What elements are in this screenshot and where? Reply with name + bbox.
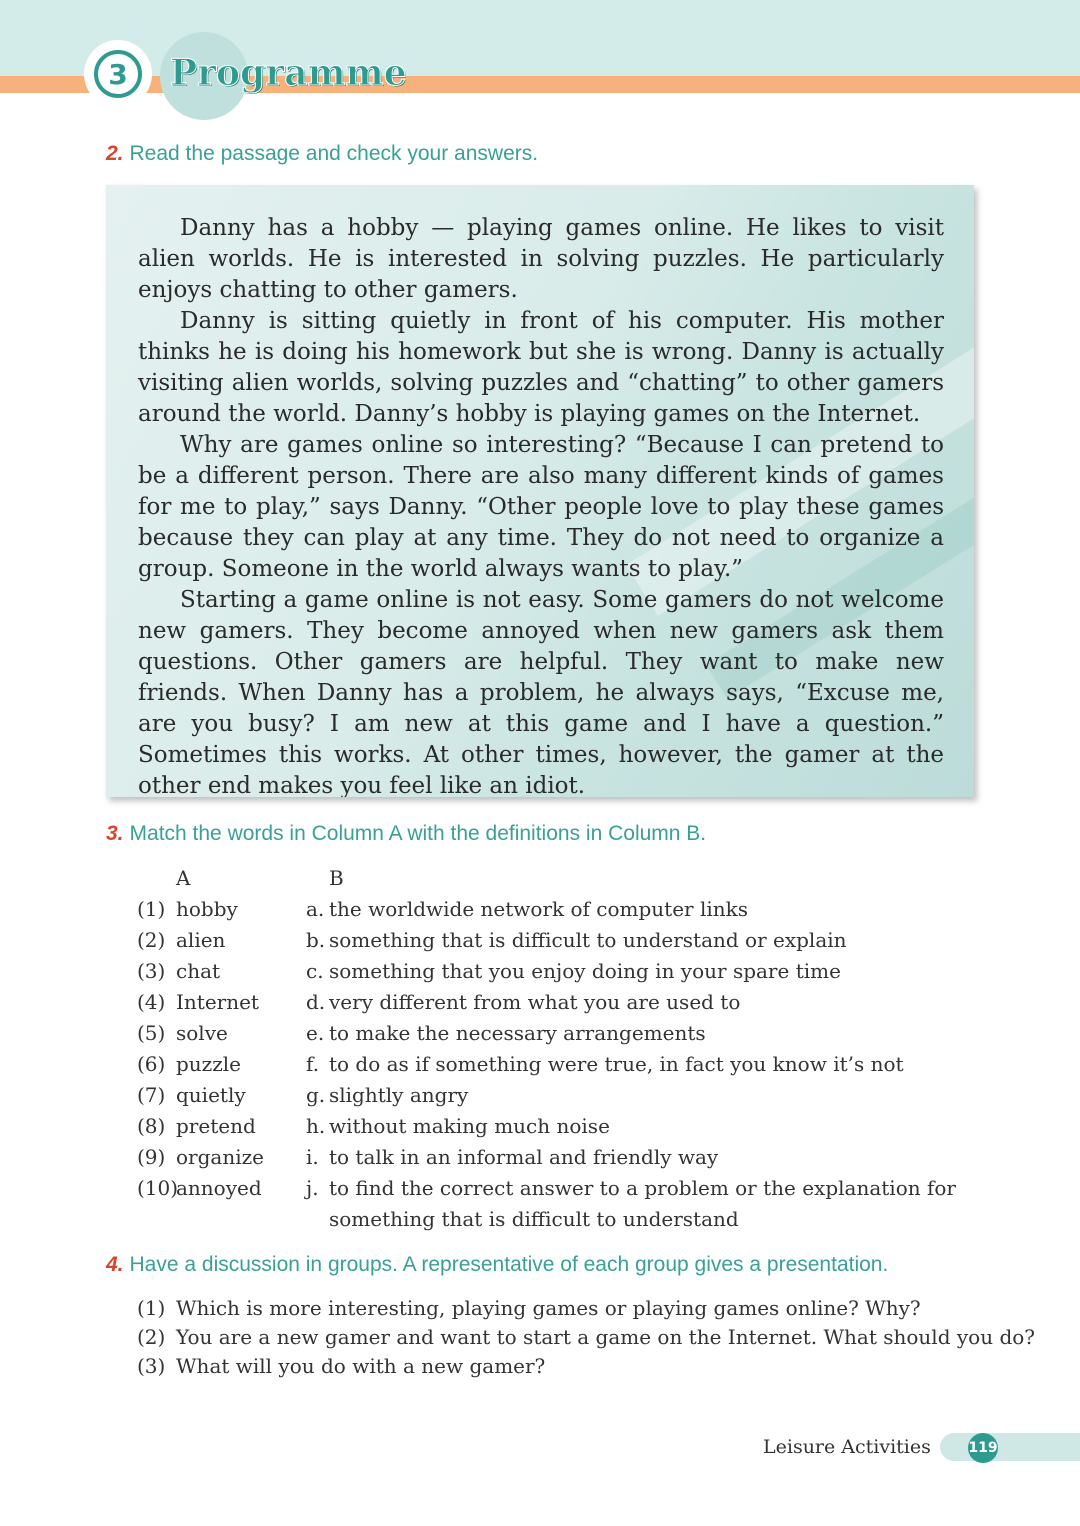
match-definition: to do as if something were true, in fact you know it’s not bbox=[329, 1052, 904, 1076]
match-letter: h. bbox=[306, 1114, 326, 1138]
column-b-header: B bbox=[329, 866, 344, 890]
question-text: You are a new gamer and want to start a game on the Internet. What should you do? bbox=[176, 1325, 1036, 1349]
match-letter: b. bbox=[306, 928, 326, 952]
match-number: (10) bbox=[137, 1176, 179, 1200]
match-number: (4) bbox=[137, 990, 166, 1014]
page-number: 119 bbox=[968, 1433, 998, 1463]
task-4-number: 4. bbox=[106, 1253, 124, 1276]
match-definition: to talk in an informal and friendly way bbox=[329, 1145, 719, 1169]
match-number: (3) bbox=[137, 959, 166, 983]
reading-passage-box bbox=[106, 185, 974, 797]
match-letter: e. bbox=[306, 1021, 325, 1045]
match-word: annoyed bbox=[176, 1176, 262, 1200]
match-definition: without making much noise bbox=[329, 1114, 610, 1138]
match-letter: j. bbox=[306, 1176, 319, 1200]
match-definition: to find the correct answer to a problem or the explanation for bbox=[329, 1176, 956, 1200]
task-4-heading bbox=[106, 1253, 888, 1277]
reading-passage bbox=[138, 213, 944, 797]
match-number: (9) bbox=[137, 1145, 166, 1169]
match-number: (7) bbox=[137, 1083, 166, 1107]
match-definition-continued: something that is difficult to understand bbox=[329, 1207, 739, 1231]
passage-paragraph-3: Why are games online so interesting? “Because I can pretend to be a different person. There are also many different kinds of games for me to play,” says Danny. “Other people love to play these games because they can play at any time. They do not need to organize a group. Someone in the world always wants to play.” bbox=[138, 432, 944, 582]
passage-paragraph-1: Danny has a hobby — playing games online. He likes to visit alien worlds. He is interested in solving puzzles. He particularly enjoys chatting to other gamers. bbox=[138, 215, 944, 303]
unit-number-badge: 3 bbox=[94, 50, 142, 98]
task-2-instruction: Read the passage and check your answers. bbox=[129, 142, 539, 165]
match-definition: something that is difficult to understand or explain bbox=[329, 928, 847, 952]
match-word: puzzle bbox=[176, 1052, 241, 1076]
task-3-number: 3. bbox=[106, 822, 124, 845]
match-word: Internet bbox=[176, 990, 259, 1014]
question-text: What will you do with a new gamer? bbox=[176, 1354, 546, 1378]
unit-title: Programme bbox=[170, 52, 407, 94]
match-word: chat bbox=[176, 959, 221, 983]
match-letter: i. bbox=[306, 1145, 319, 1169]
discussion-question bbox=[137, 1325, 1035, 1349]
match-number: (1) bbox=[137, 897, 166, 921]
match-word: quietly bbox=[176, 1083, 246, 1107]
match-definition: to make the necessary arrangements bbox=[329, 1021, 706, 1045]
question-number: (1) bbox=[137, 1296, 166, 1320]
match-word: solve bbox=[176, 1021, 228, 1045]
task-4-instruction: Have a discussion in groups. A representative of each group gives a presentation. bbox=[129, 1253, 889, 1276]
discussion-question bbox=[137, 1354, 545, 1378]
match-letter: a. bbox=[306, 897, 325, 921]
task-2-number: 2. bbox=[106, 142, 124, 165]
match-word: hobby bbox=[176, 897, 238, 921]
question-text: Which is more interesting, playing games or playing games online? Why? bbox=[176, 1296, 921, 1320]
match-letter: d. bbox=[306, 990, 326, 1014]
match-word: pretend bbox=[176, 1114, 256, 1138]
footer-section-label: Leisure Activities bbox=[763, 1436, 931, 1458]
footer-tab-decoration bbox=[940, 1433, 1080, 1461]
task-2-heading bbox=[106, 142, 538, 166]
match-word: alien bbox=[176, 928, 226, 952]
match-number: (6) bbox=[137, 1052, 166, 1076]
match-letter: f. bbox=[306, 1052, 320, 1076]
task-3-heading bbox=[106, 822, 706, 846]
match-definition: very different from what you are used to bbox=[329, 990, 741, 1014]
match-number: (5) bbox=[137, 1021, 166, 1045]
column-a-header: A bbox=[176, 866, 191, 890]
match-definition: slightly angry bbox=[329, 1083, 469, 1107]
match-definition: the worldwide network of computer links bbox=[329, 897, 749, 921]
match-letter: g. bbox=[306, 1083, 326, 1107]
question-number: (2) bbox=[137, 1325, 166, 1349]
match-word: organize bbox=[176, 1145, 264, 1169]
task-3-instruction: Match the words in Column A with the definitions in Column B. bbox=[129, 822, 707, 845]
question-number: (3) bbox=[137, 1354, 166, 1378]
match-number: (8) bbox=[137, 1114, 166, 1138]
match-number: (2) bbox=[137, 928, 166, 952]
discussion-question bbox=[137, 1296, 921, 1320]
match-letter: c. bbox=[306, 959, 324, 983]
passage-paragraph-4: Starting a game online is not easy. Some gamers do not welcome new gamers. They become annoyed when new gamers ask them questions. Other gamers are helpful. They want to make new friends. When Danny has a problem, he always says, “Excuse me, are you busy? I am new at this game and I have a question.” Sometimes this works. At other times, however, the gamer at the other end makes you feel like an idiot. bbox=[138, 587, 944, 797]
match-definition: something that you enjoy doing in your spare time bbox=[329, 959, 841, 983]
passage-paragraph-2: Danny is sitting quietly in front of his computer. His mother thinks he is doing his homework but she is wrong. Danny is actually visiting alien worlds, solving puzzles and “chatting” to other gamers around the world. Danny’s hobby is playing games on the Internet. bbox=[138, 308, 944, 427]
